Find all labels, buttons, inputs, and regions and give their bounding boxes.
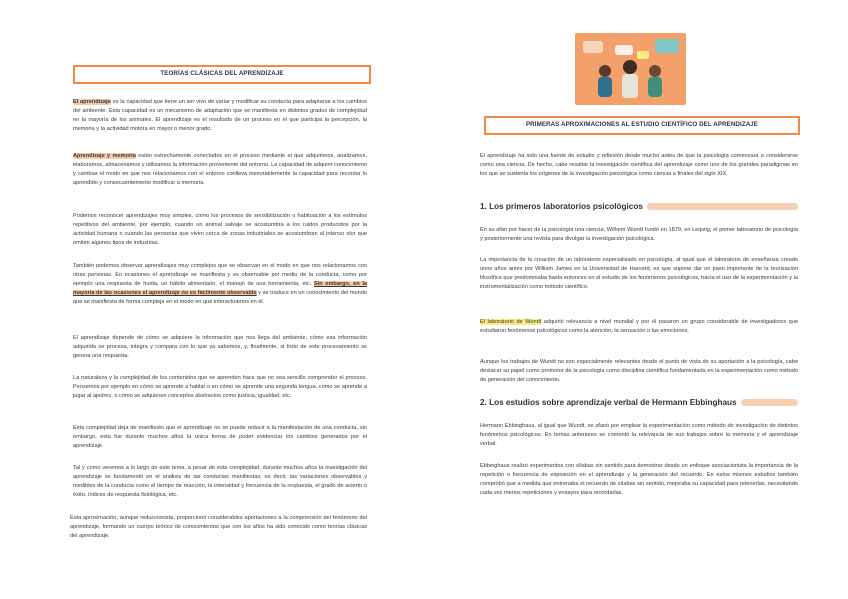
- heading-2-underline-bar: [741, 399, 798, 406]
- left-paragraph-9: Esta aproximación, aunque reduccionista, proporcionó considerables aportaciones a la comprensión del fenómeno del aprendizaje, formando un cuerpo teórico de conocimientos que con los años ha sido conocido como teorías clásicas del aprendizaje.: [70, 515, 367, 540]
- left-paragraph-6: La naturaleza y la complejidad de los contenidos que se aprenden hace que no sea sencillo comprender el proceso. Pensemos por ejemplo en cómo se aprende a hablar o en cómo se aprende una segunda lengua, cómo se aprende a jugar al ajedrez, o cómo se adquieren conceptos abstractos como justicia, igualdad, etc.: [73, 375, 367, 400]
- right-section-title: PRIMERAS APROXIMACIONES AL ESTUDIO CIENTÍFICO DEL APRENDIZAJE: [484, 116, 800, 135]
- heading-1-underline-bar: [647, 203, 798, 210]
- left-paragraph-7: Esta complejidad deja de manifiesto que el aprendizaje no se puede reducir a la manifestación de una conducta, sin embargo, esta fue durante muchos años la única forma de poder evidenciar los cambios generados por el aprendizaje.: [73, 425, 367, 450]
- left-paragraph-5: El aprendizaje depende de cómo se adquiere la información que nos llega del ambiente, cómo esa información adquirida se procesa, integra y compara con lo que ya sabemos, y, finalmente, si fruto de este procesamiento se genera una respuesta.: [73, 335, 367, 360]
- left-paragraph-8: Tal y como veremos a lo largo de este tema, a pesar de esta complejidad, durante muchos años la investigación del aprendizaje se fundamentó en el análisis de las conductas manifiestas, es decir, las variaciones observables y medibles de la conducta como el tiempo de reacción, la intensidad y frecuencia de la respuesta, el grado de acierto o éxito, índices de respuesta fisiológica, etc.: [73, 465, 367, 499]
- right-paragraph-2: En su afán por hacer de la psicología una ciencia, Wilhem Wundt fundó en 1879, en Leipzig, el primer laboratorio de psicología y posteriormente una revista para divulgar la investigación psicológica.: [480, 227, 798, 243]
- right-paragraph-1: El aprendizaje ha sido una fuente de estudio y reflexión desde mucho antes de que la psicología comenzara a considerarse como una ciencia. De hecho, cabe resaltar la investigación científica del aprendizaje como uno de los grandes paradigmas en los que se sustenta los orígenes de la investigación psicológica como ciencia a finales del siglo XIX.: [480, 153, 798, 178]
- right-paragraph-6: Hermann Ebbinghaus, al igual que Wundt, se afanó por emplear la experimentación como método de investigación de distintos fenómenos psicológicos. En temas anteriores se comentó la relevancia de sus trabajos sobre la memoria y el aprendizaje verbal.: [480, 423, 798, 448]
- underlined-highlight: Sin embargo, en la mayoría de las ocasiones el aprendizaje no es fácilmente observable: [73, 281, 367, 297]
- left-section-title: TEORÍAS CLÁSICAS DEL APRENDIZAJE: [73, 65, 371, 84]
- left-paragraph-1: [73, 98, 367, 134]
- people-communication-illustration: [575, 33, 686, 105]
- left-paragraph-2: [73, 152, 367, 188]
- heading-2-text: 2. Los estudios sobre aprendizaje verbal de Hermann Ebbinghaus: [480, 398, 737, 407]
- heading-primeros-laboratorios: [480, 202, 798, 211]
- left-p4-start: También podemos observar aprendizajes muy complejos que se observan en el modo en que nos relacionamos con otras personas. En ocasiones el aprendizaje se manifiesta y es observable por medio de la conducta, como por ejemplo una respuesta de huida, un hábito alimentario, el manejo de una herramienta, etc.: [73, 263, 367, 288]
- right-page: [424, 0, 848, 599]
- highlight-aprendizaje-memoria: Aprendizaje y memoria: [73, 153, 136, 159]
- highlight-laboratorio-wundt: El laboratorio de Wundt: [480, 319, 542, 325]
- highlight-aprendizaje: El aprendizaje: [73, 99, 111, 105]
- heading-1-text: 1. Los primeros laboratorios psicológicos: [480, 202, 643, 211]
- right-paragraph-3: La importancia de la creación de un laboratorio especializado en psicología, al igual que el laboratorio de enseñanza creado unos años antes por William James en la Universidad de Harvard, es que supone dar un paso importante de la teorización filosófica que predominaba hasta entonces en el estudio de los fenómenos psicológicos, hacia el uso de la experimentación y la instrumentalización como método científico.: [480, 257, 798, 291]
- right-paragraph-4: [480, 318, 798, 336]
- left-paragraph-4: [73, 262, 367, 307]
- right-p4-text: adquirió relevancia a nivel mundial y por él pasaron un grupo considerable de investigadores que estudiaron fenómenos psicológicos como la atención, la sensación o las emociones.: [480, 319, 798, 335]
- left-paragraph-3: Podemos reconocer aprendizajes muy simples, como los procesos de sensibilización o habituación a los estímulos repetitivos del ambiente, por ejemplo, cuando un animal salvaje se acostumbra a los ruidos producidos por la actividad humana o cuando las personas que viven cerca de zonas industriales se acostumbran al intenso olor que emiten algunos tipos de industrias.: [73, 213, 367, 247]
- left-p1-text: es la capacidad que tiene un ser vivo de variar y modificar su conducta para adaptarse a los cambios del ambiente. Esta capacidad es un mecanismo de adaptación que se manifiesta en distintos grados de complejidad en la mayoría de los animales. El aprendizaje es el resultado de un proceso en el que participa la percepción, la memoria y la actividad motora en mayor o menor grado.: [73, 99, 367, 133]
- heading-ebbinghaus: [480, 398, 798, 407]
- right-paragraph-5: Aunque los trabajos de Wundt no son especialmente relevantes desde el punto de vista de su aportación a la psicología, cabe destacar su papel como promotor de la psicología como disciplina científica fundamentada en la experimentación como método de generación del conocimiento.: [480, 359, 798, 384]
- left-p2-text: están estrechamente conectados en el proceso mediante el que adquirimos, analizamos, elaboramos, almacenamos y utilizamos la información proveniente del entorno. La capacidad de adquirir conocimiento y cambiar el modo en que nos relacionamos con el entorno conlleva inexorablemente la capacidad para recordar lo aprendido y consecuentemente modificar a memoria.: [73, 153, 368, 187]
- left-p4-end: y se traduce en un conocimiento del mundo que se manifiesta de forma compleja en el modo en que interactuamos en él.: [73, 290, 367, 306]
- right-paragraph-7: Ebbinghaus realizó experimentos con sílabas sin sentido para demostrar desde un enfoque asociacionista la importancia de la repetición o frecuencia de exposición en el aprendizaje y la generación del recuerdo. En estos mismos estudios también comprobó que a medida que entrenaba el recuerdo de sílabas sin sentido, mejoraba su capacidad para retenerlas, necesitando cada vez menos repeticiones y ensayos para recordarlas.: [480, 463, 798, 497]
